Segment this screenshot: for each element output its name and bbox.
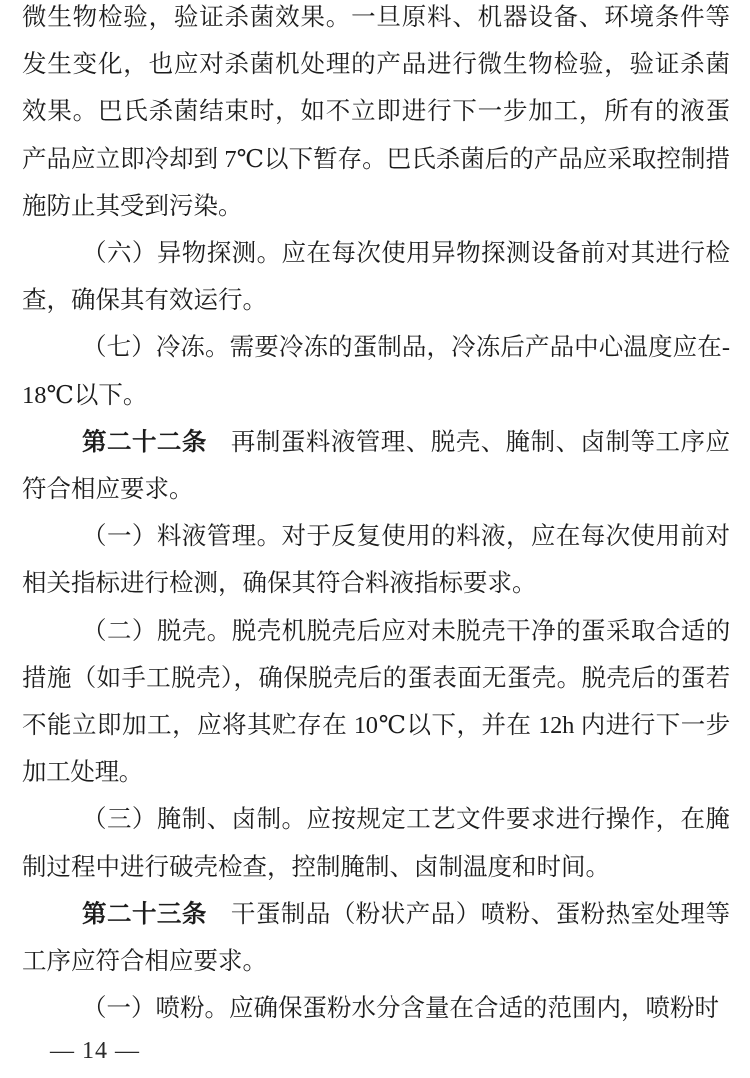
paragraph-article-23 xyxy=(22,891,730,985)
paragraph-text: 再制蛋料液管理、脱壳、腌制、卤制等工序应符合相应要求。 xyxy=(22,428,731,504)
paragraph-item-3-pickling-marinating xyxy=(22,796,730,890)
paragraph-item-2-shelling xyxy=(22,608,730,797)
paragraph-text: （二）脱壳。脱壳机脱壳后应对未脱壳干净的蛋采取合适的措施（如手工脱壳），确保脱壳后的蛋表面无蛋壳。脱壳后的蛋若不能立即加工，应将其贮存在 10℃以下，并在 12h 内进行下一步加工处理。 xyxy=(22,617,730,787)
paragraph-text: （一）喷粉。应确保蛋粉水分含量在合适的范围内，喷粉时 xyxy=(82,995,719,1023)
document-body xyxy=(22,0,730,1032)
page-number: — 14 — xyxy=(50,1038,140,1064)
paragraph-item-7-freezing xyxy=(22,324,730,418)
paragraph-item-6-foreign-object-detection xyxy=(22,230,730,324)
paragraph-text: （七）冷冻。需要冷冻的蛋制品，冷冻后产品中心温度应在-18℃以下。 xyxy=(22,334,730,409)
paragraph-text: （一）料液管理。对于反复使用的料液，应在每次使用前对相关指标进行检测，确保其符合料液指标要求。 xyxy=(22,523,730,598)
paragraph-item-1-liquid-management xyxy=(22,513,730,607)
paragraph-text: （六）异物探测。应在每次使用异物探测设备前对其进行检查，确保其有效运行。 xyxy=(22,240,730,315)
page-footer xyxy=(50,1037,140,1065)
article-22-number: 第二十二条 xyxy=(82,428,207,456)
paragraph-text: 干蛋制品（粉状产品）喷粉、蛋粉热室处理等工序应符合相应要求。 xyxy=(22,900,731,976)
paragraph-item-1-spray-drying xyxy=(22,985,730,1032)
paragraph-text: 微生物检验，验证杀菌效果。一旦原料、机器设备、环境条件等发生变化，也应对杀菌机处理的产品进行微生物检验，验证杀菌效果。巴氏杀菌结束时，如不立即进行下一步加工，所有的液蛋产品应立即冷却到 7℃以下暂存。巴氏杀菌后的产品应采取控制措施防止其受到污染。 xyxy=(22,4,730,220)
paragraph-article-22 xyxy=(22,419,730,513)
paragraph-text: （三）腌制、卤制。应按规定工艺文件要求进行操作，在腌制过程中进行破壳检查，控制腌制、卤制温度和时间。 xyxy=(22,806,730,881)
paragraph-pasteurization-continued xyxy=(22,0,730,230)
article-23-number: 第二十三条 xyxy=(82,900,207,928)
